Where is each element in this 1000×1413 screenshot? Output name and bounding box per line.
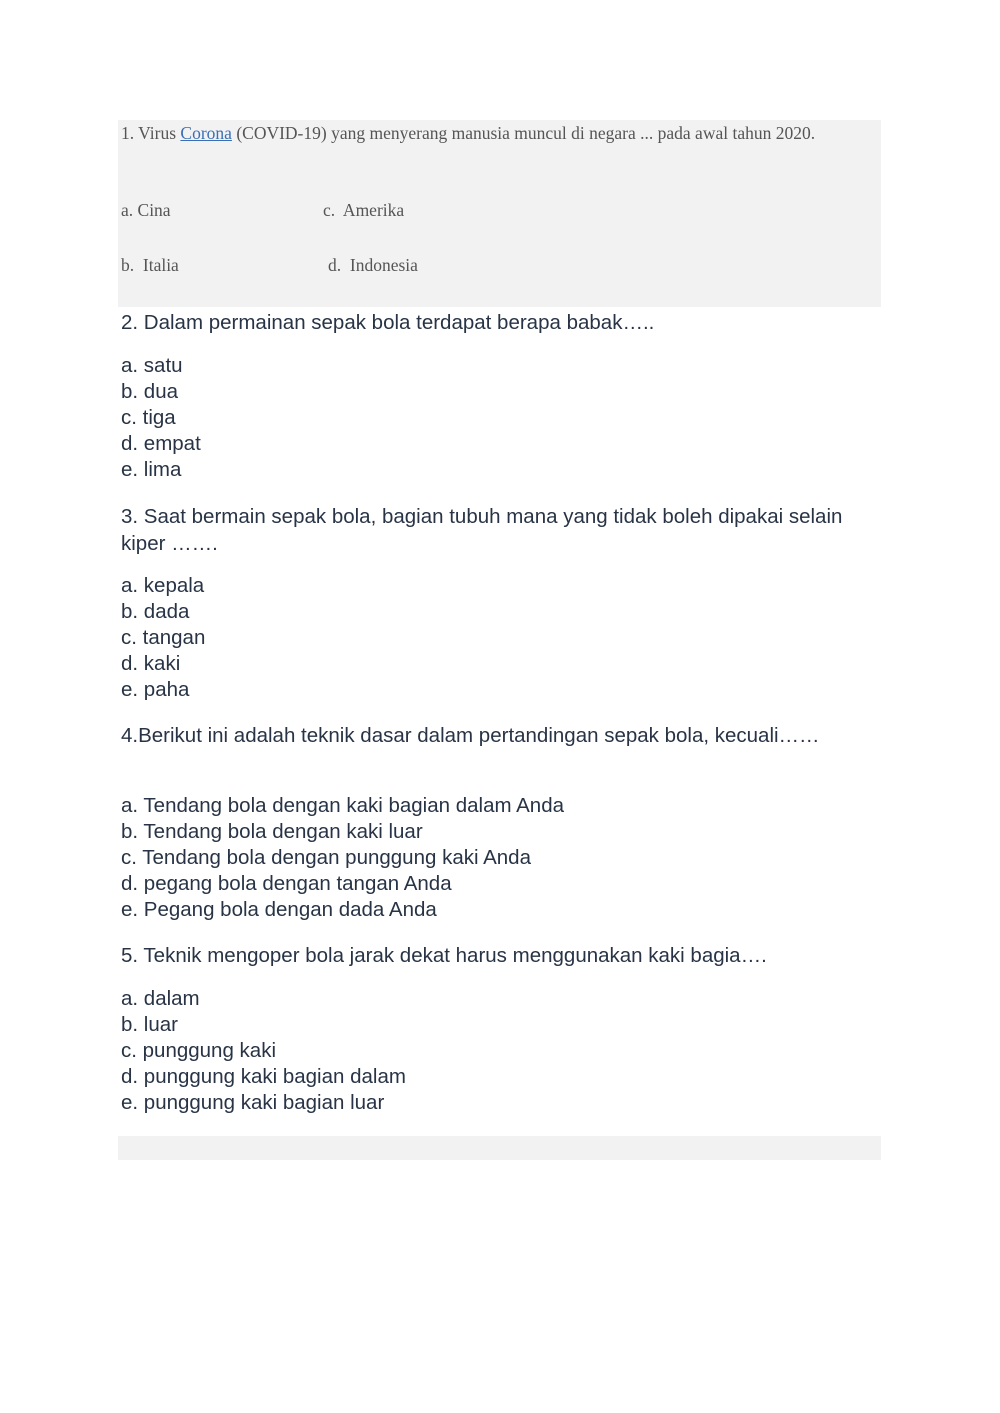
question-1-option-a: a. Cina xyxy=(121,200,171,220)
list-item: c. tangan xyxy=(121,626,206,649)
list-item: d. punggung kaki bagian dalam xyxy=(121,1065,406,1088)
question-3-text: 3. Saat bermain sepak bola, bagian tubuh mana yang tidak boleh dipakai selain kiper ……. xyxy=(121,505,843,555)
list-item: d. kaki xyxy=(121,652,181,675)
question-2-text: 2. Dalam permainan sepak bola terdapat berapa babak….. xyxy=(121,311,655,334)
list-item: c. Tendang bola dengan punggung kaki Anda xyxy=(121,846,531,869)
list-item: e. paha xyxy=(121,678,190,701)
question-1-option-c: c. Amerika xyxy=(323,200,405,220)
question-4-text: 4.Berikut ini adalah teknik dasar dalam pertandingan sepak bola, kecuali…… xyxy=(121,724,820,747)
list-item: d. empat xyxy=(121,432,201,455)
bottom-divider-box xyxy=(118,1136,881,1160)
question-1-option-d: d. Indonesia xyxy=(328,255,418,275)
question-4-options xyxy=(121,793,564,923)
question-1-box xyxy=(118,120,881,307)
question-5-text: 5. Teknik mengoper bola jarak dekat harus menggunakan kaki bagia…. xyxy=(121,944,767,967)
list-item: e. punggung kaki bagian luar xyxy=(121,1091,385,1114)
question-1-suffix: (COVID-19) yang menyerang manusia muncul di negara ... pada awal tahun 2020. xyxy=(231,123,816,143)
list-item: a. dalam xyxy=(121,987,200,1010)
list-item: e. Pegang bola dengan dada Anda xyxy=(121,898,437,921)
list-item: c. tiga xyxy=(121,406,176,429)
question-3-options xyxy=(121,573,205,703)
list-item: b. dua xyxy=(121,380,178,403)
question-5-options xyxy=(121,986,406,1116)
list-item: b. luar xyxy=(121,1013,178,1036)
corona-link[interactable]: Corona xyxy=(180,123,232,143)
list-item: a. kepala xyxy=(121,574,205,597)
list-item: a. satu xyxy=(121,354,183,377)
list-item: b. Tendang bola dengan kaki luar xyxy=(121,820,423,843)
list-item: d. pegang bola dengan tangan Anda xyxy=(121,872,452,895)
question-1-prefix: 1. Virus xyxy=(121,123,181,143)
list-item: a. Tendang bola dengan kaki bagian dalam Anda xyxy=(121,794,565,817)
question-1-text xyxy=(121,121,881,145)
question-2-options xyxy=(121,353,201,483)
list-item: b. dada xyxy=(121,600,190,623)
list-item: e. lima xyxy=(121,458,182,481)
list-item: c. punggung kaki xyxy=(121,1039,277,1062)
question-1-option-b: b. Italia xyxy=(121,255,179,275)
